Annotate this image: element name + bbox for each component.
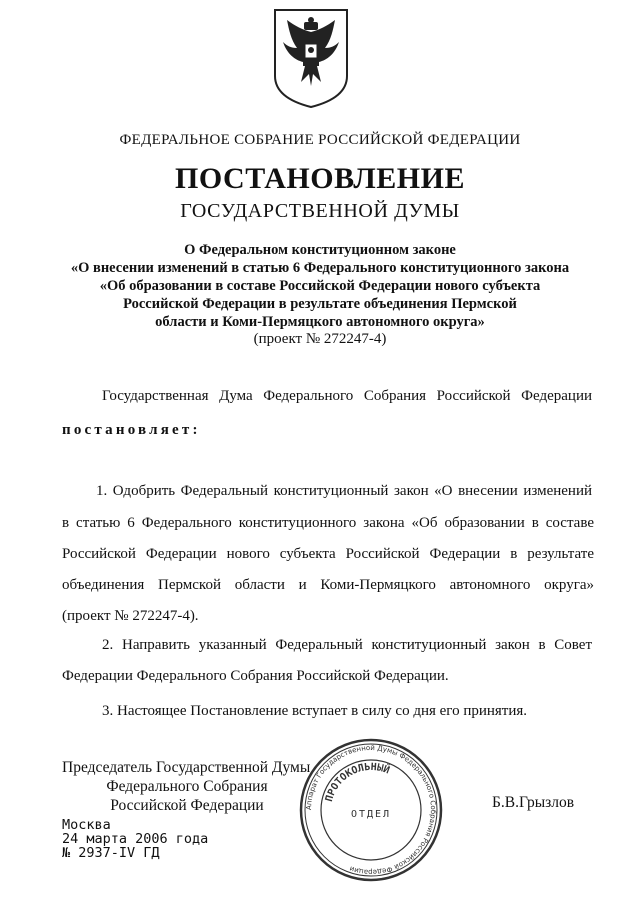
item-2-line: 2. Направить указанный Федеральный конституционный закон в Совет bbox=[102, 637, 592, 653]
position-line: Федерального Собрания bbox=[106, 778, 268, 795]
signatory-position bbox=[62, 758, 312, 815]
position-line: Председатель Государственной Думы bbox=[62, 759, 311, 776]
stamp-outer-text: Аппарат Государственной Думы Федерального Собрания Российской Федерации bbox=[304, 743, 438, 877]
subject-block bbox=[0, 241, 640, 331]
resolves-word: постановляет: bbox=[62, 422, 201, 438]
subject-line: О Федеральном конституционном законе bbox=[184, 242, 456, 258]
item-1-line: 1. Одобрить Федеральный конституционный закон «О внесении изменений bbox=[96, 483, 592, 499]
footer-date: 24 марта 2006 года bbox=[62, 831, 209, 847]
footer-number: № 2937-IV ГД bbox=[62, 845, 160, 861]
item-3-line: 3. Настоящее Постановление вступает в силу со дня его принятия. bbox=[102, 703, 528, 719]
subject-line: «О внесении изменений в статью 6 Федерального конституционного закона bbox=[70, 260, 570, 276]
document-subtitle: ГОСУДАРСТВЕННОЙ ДУМЫ bbox=[180, 200, 460, 222]
protocol-department-stamp bbox=[298, 737, 444, 883]
preamble-text: Государственная Дума Федерального Собрания Российской Федерации bbox=[102, 388, 592, 404]
subject-line: «Об образовании в составе Российской Федерации нового субъекта bbox=[99, 278, 541, 294]
svg-text:ПРОТОКОЛЬНЫЙ bbox=[324, 762, 392, 803]
item-1-line: Российской Федерации нового субъекта Российской Федерации в результате bbox=[62, 546, 594, 562]
russian-coat-of-arms-icon bbox=[271, 6, 351, 110]
organization-name: ФЕДЕРАЛЬНОЕ СОБРАНИЕ РОССИЙСКОЙ ФЕДЕРАЦИИ bbox=[119, 132, 521, 148]
project-number: (проект № 272247-4) bbox=[253, 331, 387, 347]
item-1-line: (проект № 272247-4). bbox=[62, 608, 199, 624]
footer-city: Москва bbox=[62, 817, 111, 833]
item-2-line: Федерации Федерального Собрания Российской Федерации. bbox=[62, 668, 449, 684]
item-1-line: в статью 6 Федерального конституционного закона «Об образовании в составе bbox=[62, 515, 594, 531]
document-title: ПОСТАНОВЛЕНИЕ bbox=[175, 162, 465, 195]
subject-line: Российской Федерации в результате объединения Пермской bbox=[123, 296, 517, 312]
signatory-name: Б.В.Грызлов bbox=[492, 794, 575, 811]
item-1-line: объединения Пермской области и Коми-Пермяцкого автономного округа» bbox=[62, 577, 594, 593]
stamp-center-text: ОТДЕЛ bbox=[350, 809, 392, 820]
stamp-inner-text: ПРОТОКОЛЬНЫЙ bbox=[323, 761, 391, 803]
subject-line: области и Коми-Пермяцкого автономного округа» bbox=[155, 314, 485, 330]
position-line: Российской Федерации bbox=[110, 797, 264, 814]
